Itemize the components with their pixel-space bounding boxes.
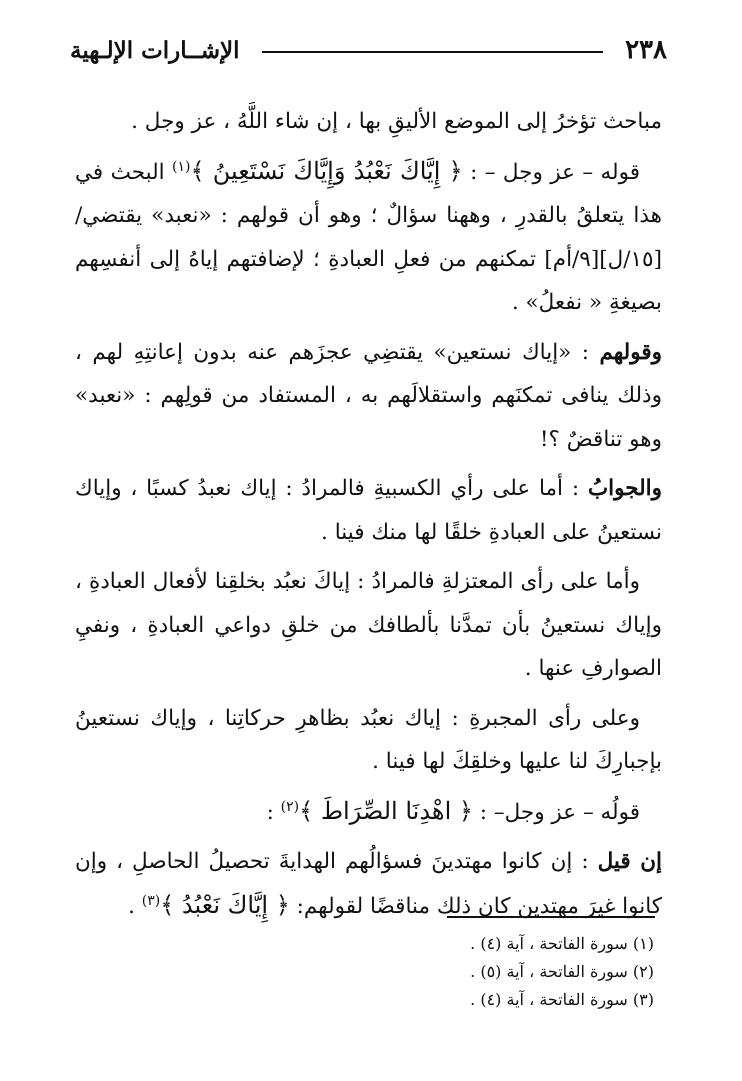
page-number: ٢٣٨ xyxy=(625,35,667,65)
footnotes xyxy=(324,930,654,1014)
footnote: (١) سورة الفاتحة ، آية (٤) . xyxy=(470,934,654,953)
footnote: (٢) سورة الفاتحة ، آية (٥) . xyxy=(470,962,654,981)
paragraph: قوله – عز وجل – : ﴿ إِيَّاكَ نَعْبُدُ وَإِيَّاكَ نَسْتَعِينُ ﴾$^{(١)}$ البحث في هذا يتعلقُ بالقدرِ ، وههنا سؤالٌ ؛ وهو أن قولهم : «نعبد» يقتضي/ [١٥/ل][٩/أم] تمكنهم من فعلِ العبادةِ ؛ لإضافتهم إياهُ إلى أنفسِهم بصيغةِ « نفعلُ» . xyxy=(75,156,662,315)
paragraph-lead: والجوابُ xyxy=(587,476,662,501)
footnote-ref: (٣) xyxy=(141,892,161,909)
paragraph: قولُه – عز وجل– : ﴿ اهْدِنَا الصِّرَاطَ ﴾$^{(٢)}$ : xyxy=(266,796,640,825)
paragraph: مباحث تؤخرُ إلى الموضع الأليقِ بها ، إن شاء اللَّهُ ، عز وجل . xyxy=(131,109,662,134)
paragraph: وقولهم : «إياك نستعين» يقتضِي عجزَهم عنه بدون إعانتِهِ لهم ، وذلك ينافى تمكنَهم واستقلالَهم به ، المستفاد من قولِهم : «نعبد» وهو تناقضٌ ؟! xyxy=(75,339,662,452)
paragraph: إن قيل : إن كانوا مهتدينَ فسؤالُهم الهدايةَ تحصيلُ الحاصلِ ، وإن كانوا غيرَ مهتدين كان ذلك مناقضًا لقولهم: ﴿ إِيَّاكَ نَعْبُدُ ﴾$^{(٣)}$ . xyxy=(75,849,663,919)
quran-verse: ﴿ اهْدِنَا الصِّرَاطَ ﴾ xyxy=(299,796,473,825)
page-header xyxy=(70,30,667,70)
paragraph-lead: إن قيل xyxy=(597,849,663,874)
footnote-ref: (٢) xyxy=(280,798,300,815)
footnote: (٣) سورة الفاتحة ، آية (٤) . xyxy=(470,990,654,1009)
paragraph: والجوابُ : أما على رأي الكسبيةِ فالمرادُ : إياك نعبدُ كسبًا ، وإياك نستعينُ على العبادةِ خلقًا لها منك فينا . xyxy=(75,476,662,545)
running-title: الإشــارات الإلـهية xyxy=(70,36,240,64)
paragraph: وأما على رأى المعتزلةِ فالمرادُ : إياكَ نعبُد بخلقِنا لأفعال العبادةِ ، وإياك نستعينُ بأن تمدَّنا بألطافك من خلقِ دواعي العبادةِ ، ونفيِ الصوارفِ عنها . xyxy=(75,569,662,681)
main-text xyxy=(75,100,662,928)
header-rule xyxy=(262,51,604,53)
paragraph: وعلى رأى المجبرةِ : إياك نعبُد بظاهرِ حركاتِنا ، وإياك نستعينُ بإجبارِكَ لنا عليها وخلقِكَ لها فينا . xyxy=(75,705,662,774)
paragraph-lead: وقولهم xyxy=(599,339,662,365)
footnote-ref: (١) xyxy=(172,158,191,175)
footnote-rule xyxy=(447,916,655,918)
quran-verse: ﴿ إِيَّاكَ نَعْبُدُ وَإِيَّاكَ نَسْتَعِينُ ﴾ xyxy=(190,156,463,185)
quran-verse: ﴿ إِيَّاكَ نَعْبُدُ ﴾ xyxy=(160,890,290,919)
